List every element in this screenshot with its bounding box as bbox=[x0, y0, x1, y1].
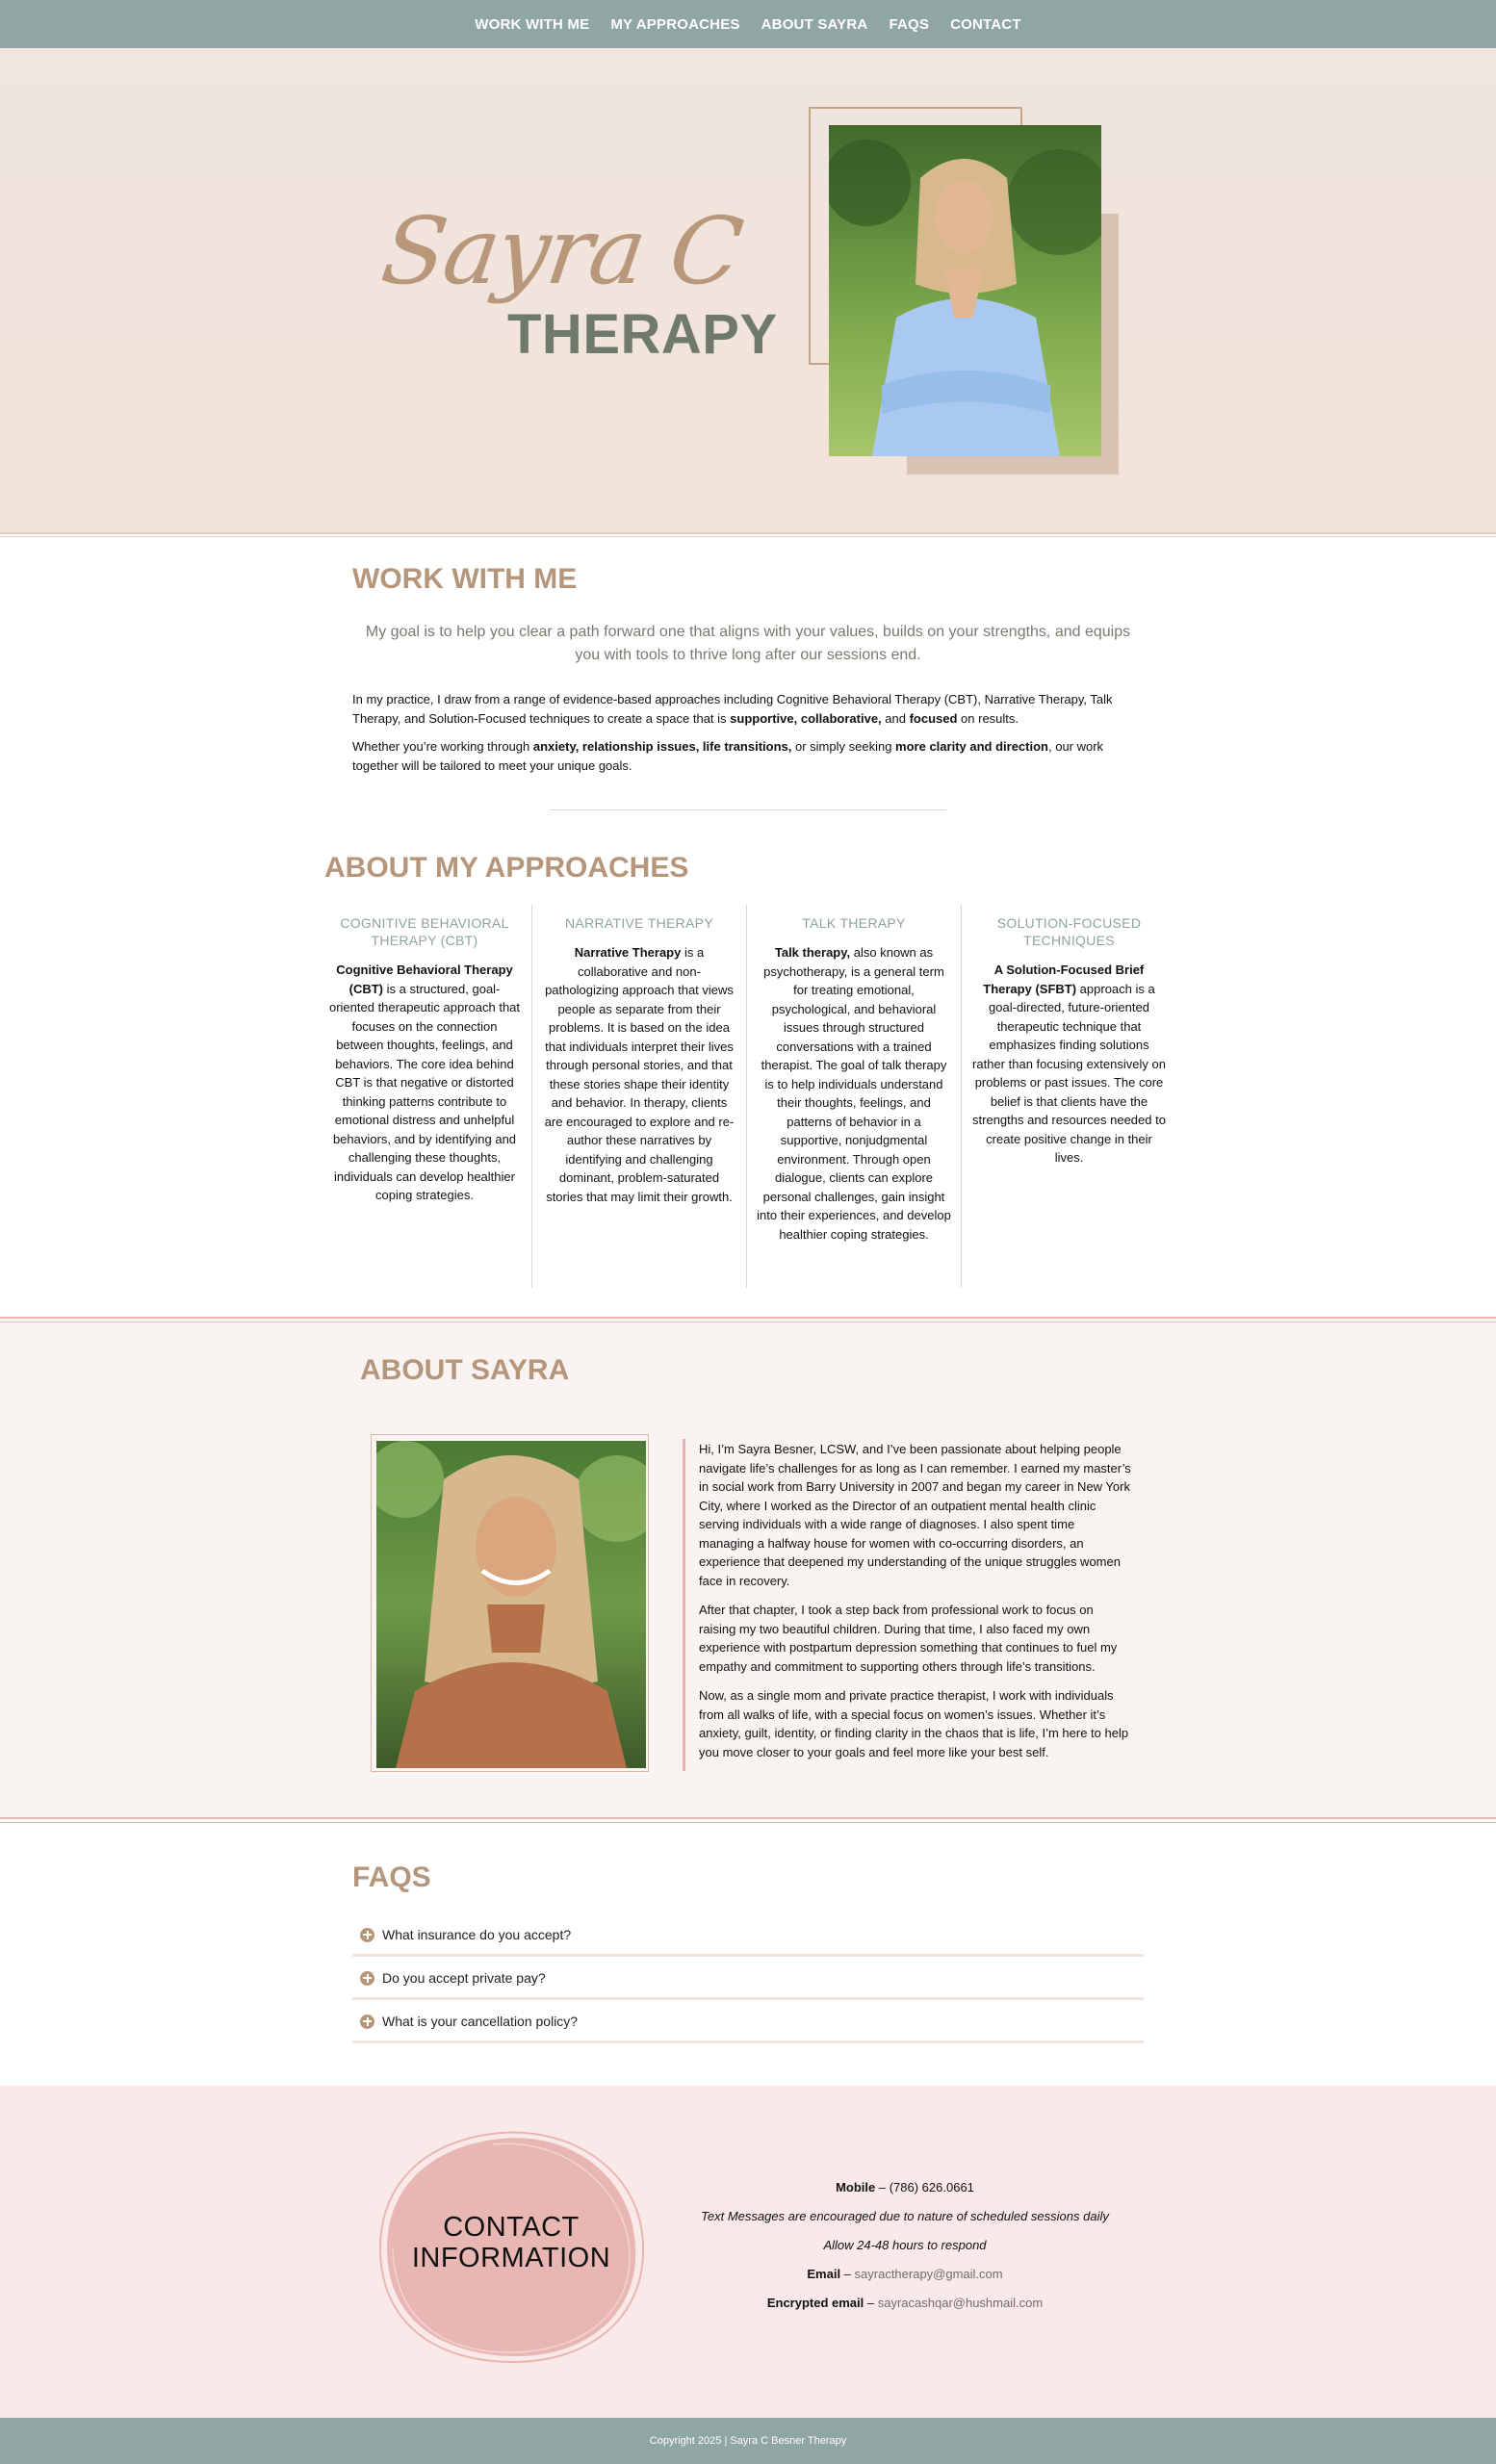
work-lead-text: My goal is to help you clear a path forward one that aligns with your values, builds on your strengths, and equips you with tools to thrive long after our sessions end. bbox=[365, 624, 1131, 663]
about-top-line bbox=[0, 1317, 1496, 1319]
contact-email: Email – sayractherapy@gmail.com bbox=[807, 2267, 1003, 2281]
nav-faqs[interactable]: FAQS bbox=[889, 15, 930, 33]
logo-script-name: Sayra C bbox=[375, 197, 748, 305]
encrypted-email-link[interactable]: sayracashqar@hushmail.com bbox=[877, 2296, 1044, 2310]
nav-work-with-me[interactable]: WORK WITH ME bbox=[475, 15, 590, 33]
approach-narrative bbox=[532, 905, 747, 1288]
contact-mobile: Mobile – (786) 626.0661 bbox=[836, 2180, 974, 2194]
work-with-me-heading: WORK WITH ME bbox=[352, 563, 578, 595]
about-bio bbox=[699, 1440, 1132, 1772]
about-sayra-heading: ABOUT SAYRA bbox=[360, 1354, 570, 1386]
hero-divider-thin bbox=[0, 536, 1496, 537]
faq-item-private-pay[interactable] bbox=[352, 1959, 1144, 2000]
approach-narrative-text: Narrative Therapy is a collaborative and non-pathologizing approach that views people as separate from their problems. It is based on the idea that individuals interpret their lives through personal stories, and that these stories shape their identity and behavior. In therapy, clients are encouraged to explore and re-author these narratives by identifying and challenging dominant, problem-saturated stories that may limit their growth. bbox=[544, 945, 735, 1204]
about-accent-bar bbox=[683, 1439, 685, 1771]
about-paragraph-3: Now, as a single mom and private practice therapist, I work with individuals from all walks of life, with a special focus on women’s issues. Whether it’s anxiety, guilt, identity, or finding clarity in the chaos that is life, I’m here to help you move closer to your goals and feel more like your best self. bbox=[699, 1688, 1129, 1759]
faq-item-cancellation[interactable] bbox=[352, 2002, 1144, 2043]
about-portrait-photo bbox=[376, 1441, 646, 1768]
work-paragraph-1: In my practice, I draw from a range of evidence-based approaches including Cognitive Behavioral Therapy (CBT), Narrative Therapy, Talk Therapy, and Solution-Focused techniques to create a space that is supportive, collaborative, and focused on results. bbox=[352, 692, 1113, 726]
section-divider bbox=[550, 809, 946, 810]
approach-sfbt-text: A Solution-Focused Brief Therapy (SFBT) approach is a goal-directed, future-oriented therapeutic technique that emphasizes finding solutions rather than focusing extensively on problems or past issues. The core belief is that clients have the strengths and resources needed to create positive change in their lives. bbox=[972, 962, 1166, 1165]
about-bottom-line bbox=[0, 1817, 1496, 1819]
approach-talk bbox=[747, 905, 962, 1288]
logo-therapy-word: THERAPY bbox=[507, 303, 778, 366]
nav-contact[interactable]: CONTACT bbox=[950, 15, 1021, 33]
hero-divider bbox=[0, 532, 1496, 534]
approach-cbt-heading: COGNITIVE BEHAVIORAL THERAPY (CBT) bbox=[340, 915, 509, 948]
approaches-heading: ABOUT MY APPROACHES bbox=[324, 852, 689, 884]
faq-question: What is your cancellation policy? bbox=[382, 2014, 579, 2029]
work-paragraph-2: Whether you’re working through anxiety, relationship issues, life transitions, or simply seeking more clarity and direction, our work together will be tailored to meet your unique goals. bbox=[352, 739, 1104, 773]
contact-title bbox=[385, 2212, 637, 2273]
about-paragraph-1: Hi, I’m Sayra Besner, LCSW, and I’ve been passionate about helping people navigate life’s challenges for as long as I can remember. I earned my master’s in social work from Barry University in 2007 and began my career in New York City, where I worked as the Director of an outpatient mental health clinic serving individuals with a wide range of diagnoses. I also spent time managing a halfway house for women with co-occurring disorders, an experience that deepened my understanding of the unique struggles women face in recovery. bbox=[699, 1442, 1131, 1588]
main-nav bbox=[0, 0, 1496, 48]
approach-talk-text: Talk therapy, also known as psychotherapy, is a general term for treating emotional, psychological, and behavioral issues through structured conversations with a trained therapist. The goal of talk therapy is to help individuals understand their thoughts, feelings, and patterns of behavior in a supportive, nonjudgmental environment. Through open dialogue, clients can explore personal challenges, gain insight into their experiences, and develop healthier coping strategies. bbox=[757, 945, 951, 1242]
hero-portrait-photo bbox=[829, 125, 1101, 456]
contact-note-texts: Text Messages are encouraged due to nature of scheduled sessions daily bbox=[701, 2209, 1109, 2223]
contact-title-line1: CONTACT bbox=[443, 2212, 580, 2243]
about-bottom-line-thin bbox=[0, 1822, 1496, 1823]
nav-about-sayra[interactable]: ABOUT SAYRA bbox=[761, 15, 868, 33]
plus-circle-icon bbox=[360, 1928, 374, 1942]
approach-solution-focused bbox=[962, 905, 1176, 1288]
copyright-text: Copyright 2025 | Sayra C Besner Therapy bbox=[649, 2435, 847, 2447]
about-paragraph-2: After that chapter, I took a step back from professional work to focus on raising my two beautiful children. During that time, I also faced my own experience with postpartum depression something that continues to fuel my empathy and commitment to supporting others through life’s transitions. bbox=[699, 1603, 1118, 1674]
approach-talk-heading: TALK THERAPY bbox=[802, 915, 906, 931]
contact-title-line2: INFORMATION bbox=[411, 2243, 611, 2273]
contact-note-response: Allow 24-48 hours to respond bbox=[823, 2238, 987, 2252]
approach-cbt bbox=[318, 905, 532, 1288]
nav-my-approaches[interactable]: MY APPROACHES bbox=[610, 15, 740, 33]
faq-question: What insurance do you accept? bbox=[382, 1927, 572, 1942]
approach-sfbt-heading: SOLUTION-FOCUSED TECHNIQUES bbox=[996, 915, 1142, 948]
faqs-heading: FAQS bbox=[352, 1861, 431, 1893]
faq-question: Do you accept private pay? bbox=[382, 1970, 546, 1986]
approach-narrative-heading: NARRATIVE THERAPY bbox=[565, 915, 713, 931]
contact-encrypted-email: Encrypted email – sayracashqar@hushmail.com bbox=[766, 2296, 1044, 2310]
plus-circle-icon bbox=[360, 1971, 374, 1986]
approach-cbt-text: Cognitive Behavioral Therapy (CBT) is a structured, goal-oriented therapeutic approach that focuses on the connection between thoughts, feelings, and behaviors. The core idea behind CBT is that negative or distorted thinking patterns contribute to emotional distress and unhelpful behaviors, and by identifying and challenging these thoughts, individuals can develop healthier coping strategies. bbox=[328, 962, 521, 1202]
hero-section bbox=[0, 48, 1496, 534]
faq-item-insurance[interactable] bbox=[352, 1915, 1144, 1957]
plus-circle-icon bbox=[360, 2015, 374, 2029]
email-link[interactable]: sayractherapy@gmail.com bbox=[854, 2267, 1003, 2281]
footer bbox=[0, 2418, 1496, 2464]
